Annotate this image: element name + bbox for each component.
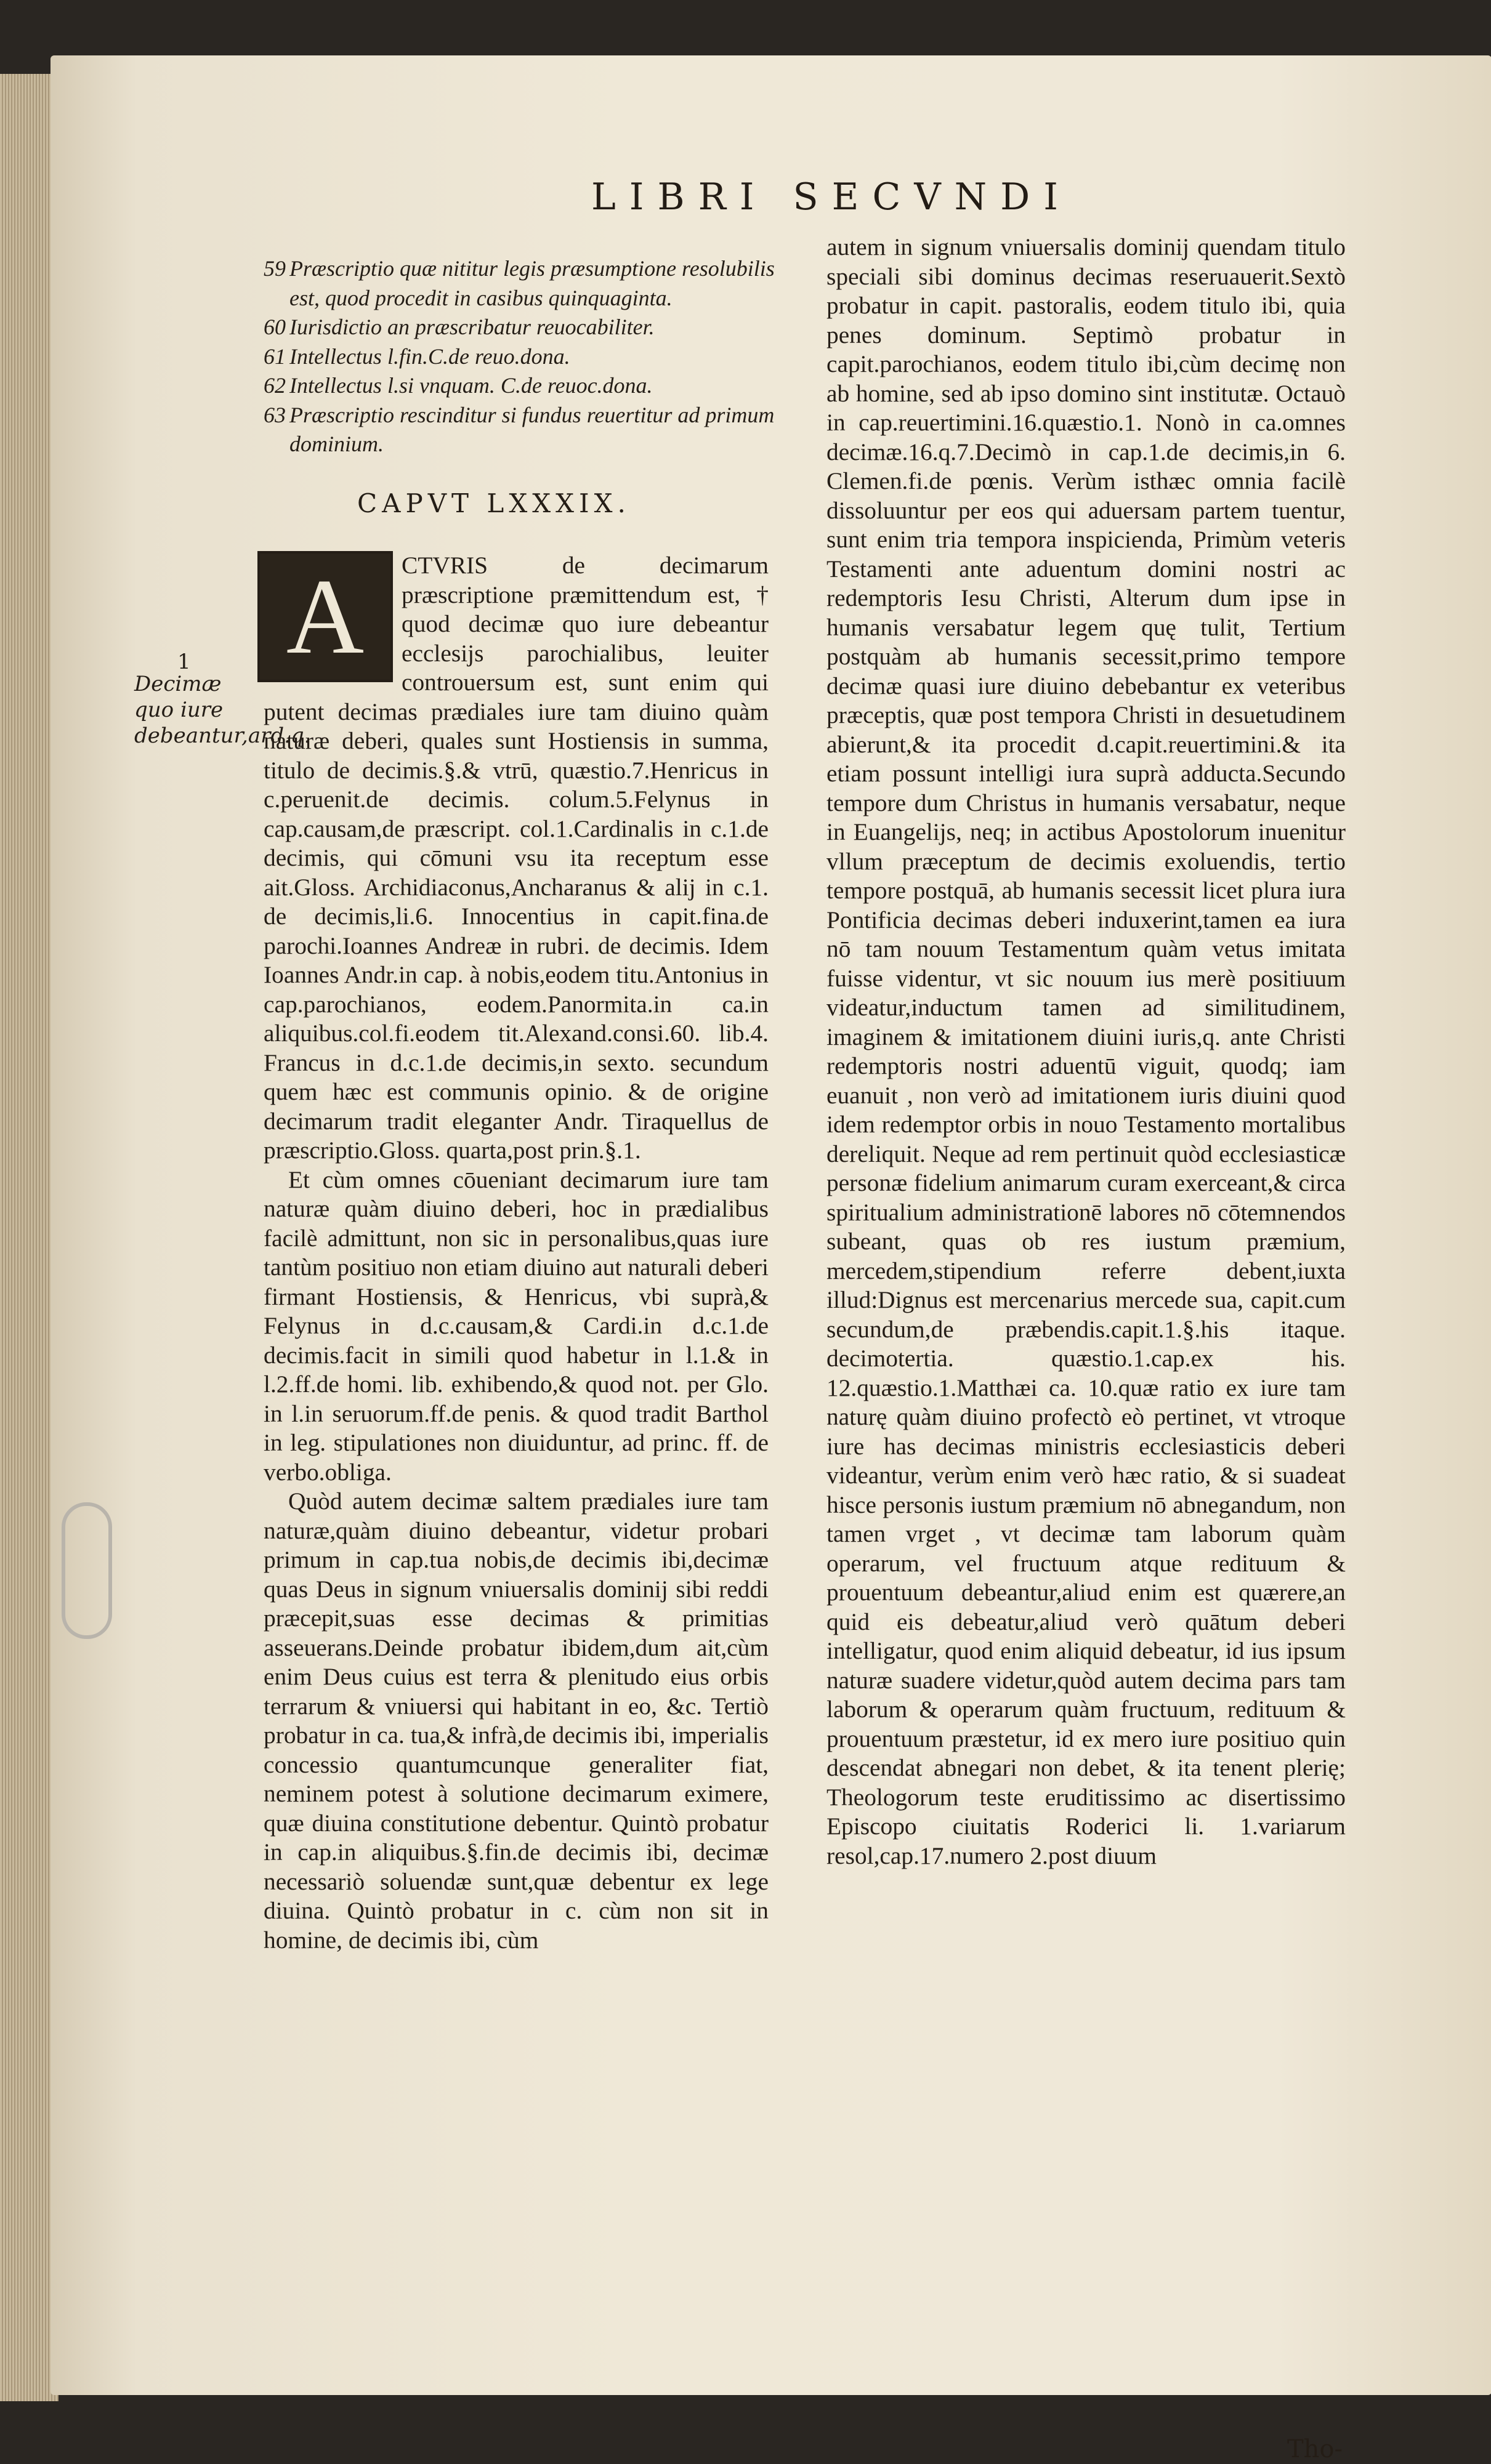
paragraph-text: CTVRIS de decimarum præscriptione præmittendum est, † quod decimæ quo iure debeantur ecclesijs parochialibus, leuiter controuersum est, sunt enim qui putent decimas prædiales iure tam diuino quàm naturæ deberi, quales sunt Hostiensis in summa, titulo de decimis.§.& vtrū, quæstio.7.Henricus in c.peruenit.de decimis. colum.5.Felynus in cap.causam,de præscript. col.1.Cardinalis in c.1.de decimis, qui cōmuni vsu ita receptum esse ait.Gloss. Archidiaconus,Ancharanus & alij in c.1. de decimis,li.6. Innocentius in capit.fina.de parochi.Ioannes Andreæ in rubri. de decimis. Idem Ioannes Andr.in cap. à nobis,eodem titu.Antonius in cap.parochianos, eodem.Panormita.in ca.in aliquibus.col.fi.eodem tit.Alexand.consi.60. lib.4. Francus in d.c.1.de decimis,in sexto. secundum quem hæc est communis opinio. & de origine decimarum tradit eleganter Andr. Tiraquellus de præscriptio.Gloss. quarta,post prin.§.1. xyxy=(264,552,769,1164)
page-edges xyxy=(0,74,59,2401)
summary-item xyxy=(264,313,787,342)
marginal-note: Decimæ quo iure debeantur,ard.q. xyxy=(134,672,311,748)
paragraph: Et cùm omnes cōueniant decimarum iure tam naturæ quàm diuino deberi, hoc in prædialibus facilè admittunt, non sic in personalibus,quas iure tantùm positiuo non etiam diuino aut naturali deberi firmant Hostiensis, & Henricus, vbi suprà,& Felynus in d.c.causam,& Cardi.in d.c.1.de decimis.facit in simili quod habetur in l.1.& in l.2.ff.de homi. lib. exhibendo,& quod not. per Glo. in l.in seruorum.ff.de penis. & quod tradit Barthol in leg. stipulationes non diuiduntur, ad princ. ff. de verbo.obliga. xyxy=(264,1166,769,1486)
paper-clip xyxy=(62,1502,112,1639)
drop-cap-initial: A xyxy=(257,551,393,682)
running-head: LIBRI SECVNDI xyxy=(591,175,1072,219)
summary-item-text: Iurisdictio an præscribatur reuocabiliter. xyxy=(289,315,655,339)
left-column xyxy=(264,551,769,1955)
chapter-heading: CAPVT LXXXIX. xyxy=(357,488,631,518)
summary-item-text: Intellectus l.fin.C.de reuo.dona. xyxy=(289,344,570,369)
catchword: Tho- xyxy=(1287,2435,1343,2463)
summary-item xyxy=(264,371,787,401)
right-column xyxy=(826,233,1346,1870)
summary-item-number: 61 xyxy=(264,344,286,369)
marginal-number: 1 xyxy=(177,650,191,674)
paragraph: autem in signum vniuersalis dominij quendam titulo speciali sibi dominus decimas reseruauerit.Sextò probatur in capit. pastoralis, eodem titulo ibi, quia penes dominum. Septimò probatur in capit.parochianos, eodem titulo ibi,cùm decimę non ab homine, sed ab ipso domino sint institutæ. Octauò in cap.reuertimini.16.quæstio.1. Nonò in ca.omnes decimæ.16.q.7.Decimò in cap.1.de decimis,in 6. Clemen.fi.de pœnis. Verùm isthæc omnia facilè dissoluuntur per eos qui aduersam partem tuentur, sunt enim tria tempora inspicienda, Primùm veteris Testamenti ante aduentum domini nostri ac redemptoris Iesu Christi, Alterum dum ipse in humanis versabatur legem quę tulit, Tertium postquàm ab humanis secessit,primo tempore decimæ quasi iure diuino debebantur ex veteribus præceptis, quæ post tempora Christi in desuetudinem abierunt,& ita procedit d.capit.reuertimini.& ita etiam possunt intelligi iura suprà adducta.Secundo tempore dum Christus in humanis versabatur, neque in Euangelijs, neq; in actibus Apostolorum inuenitur vllum præceptum de decimis exoluendis, tertio tempore postquā, ab humanis secessit licet plura iura Pontificia decimas deberi induxerint,tamen ea iura nō tam nouum Testamentum quàm vetus imitata fuisse videntur, vt sic nouum ius merè positiuum videatur,inductum tamen ad similitudinem, imaginem & imitationem diuini iuris,q. ante Christi redemptoris nostri aduentū viguit, quodq; iam euanuit , non verò ad imitationem iuris diuini quod idem redemptor orbis in nouo Testamento mortalibus dereliquit. Neque ad rem pertinuit quòd ecclesiasticæ personæ fidelium animarum curam exerceant,& circa spiritualium administrationē labores nō cōtemnendos subeant, quas ob res iustum præmium, mercedem,stipendium referre debent,iuxta illud:Dignus est mercenarius mercede sua, capit.cum secundum,de præbendis.capit.1.§.his itaque. decimotertia. quæstio.1.cap.ex his. 12.quæstio.1.Matthæi ca. 10.quæ ratio ex iure tam naturę quàm diuino profectò eò pertinet, vt vtroque iure has decimas ministris ecclesiasticis deberi videantur, verùm enim verò hæc ratio, & si suadeat hisce personis iustum præmium nō abnegandum, non tamen vrget , vt decimæ tam laborum quàm operarum, vel fructuum atque redituum & prouentuum debeantur,aliud enim est quærere,an quid eis debeatur,aliud verò quātum deberi intelligatur, quod enim aliquid debeatur, id ius ipsum naturæ suadere videtur,quòd autem decima pars tam laborum & operarum quàm fructuum, redituum & prouentuum præstetur, id ex mero iure positiuo quin descendat abnegari non debet, & ita tenent plerię; Theologorum teste eruditissimo ac disertissimo Episcopo ciuitatis Roderici li. 1.variarum resol,cap.17.numero 2.post diuum xyxy=(826,233,1346,1869)
summary-item-text: Præscriptio rescinditur si fundus reuertitur ad primum dominium. xyxy=(289,402,775,456)
summary-item xyxy=(264,342,787,372)
summary-list xyxy=(264,254,787,459)
summary-item xyxy=(264,254,787,313)
summary-item-number: 63 xyxy=(264,402,286,427)
paragraph xyxy=(264,551,769,1166)
paragraph: Quòd autem decimæ saltem prædiales iure tam naturæ,quàm diuino debeantur, videtur probari primum in cap.tua nobis,de decimis ibi,decimæ quas Deus in signum vniuersalis dominij sibi reddi præcepit,suas esse decimas & primitias asseuerans.Deinde probatur ibidem,dum ait,cùm enim Deus cuius est terra & plenitudo eius orbis terrarum & vniuersi qui habitant in eo, &c. Tertiò probatur in ca. tua,& infrà,de decimis ibi, imperialis concessio quantumcunque generaliter fiat, neminem potest à solutione decimarum eximere, quæ diuina constitutione debentur. Quintò probatur in cap.in aliquibus.§.fin.de decimis ibi, decimæ necessariò soluendæ sunt,quæ debentur ex lege diuina. Quintò probatur in c. cùm non sit in homine, de decimis ibi, cùm xyxy=(264,1488,769,1954)
summary-item-text: Intellectus l.si vnquam. C.de reuoc.dona. xyxy=(289,373,653,398)
summary-item-number: 59 xyxy=(264,256,286,281)
summary-item-number: 60 xyxy=(264,315,286,339)
summary-item-text: Præscriptio quæ nititur legis præsumptione resolubilis est, quod procedit in casibus quinquaginta. xyxy=(289,256,775,310)
summary-item xyxy=(264,401,787,459)
summary-item-number: 62 xyxy=(264,373,286,398)
